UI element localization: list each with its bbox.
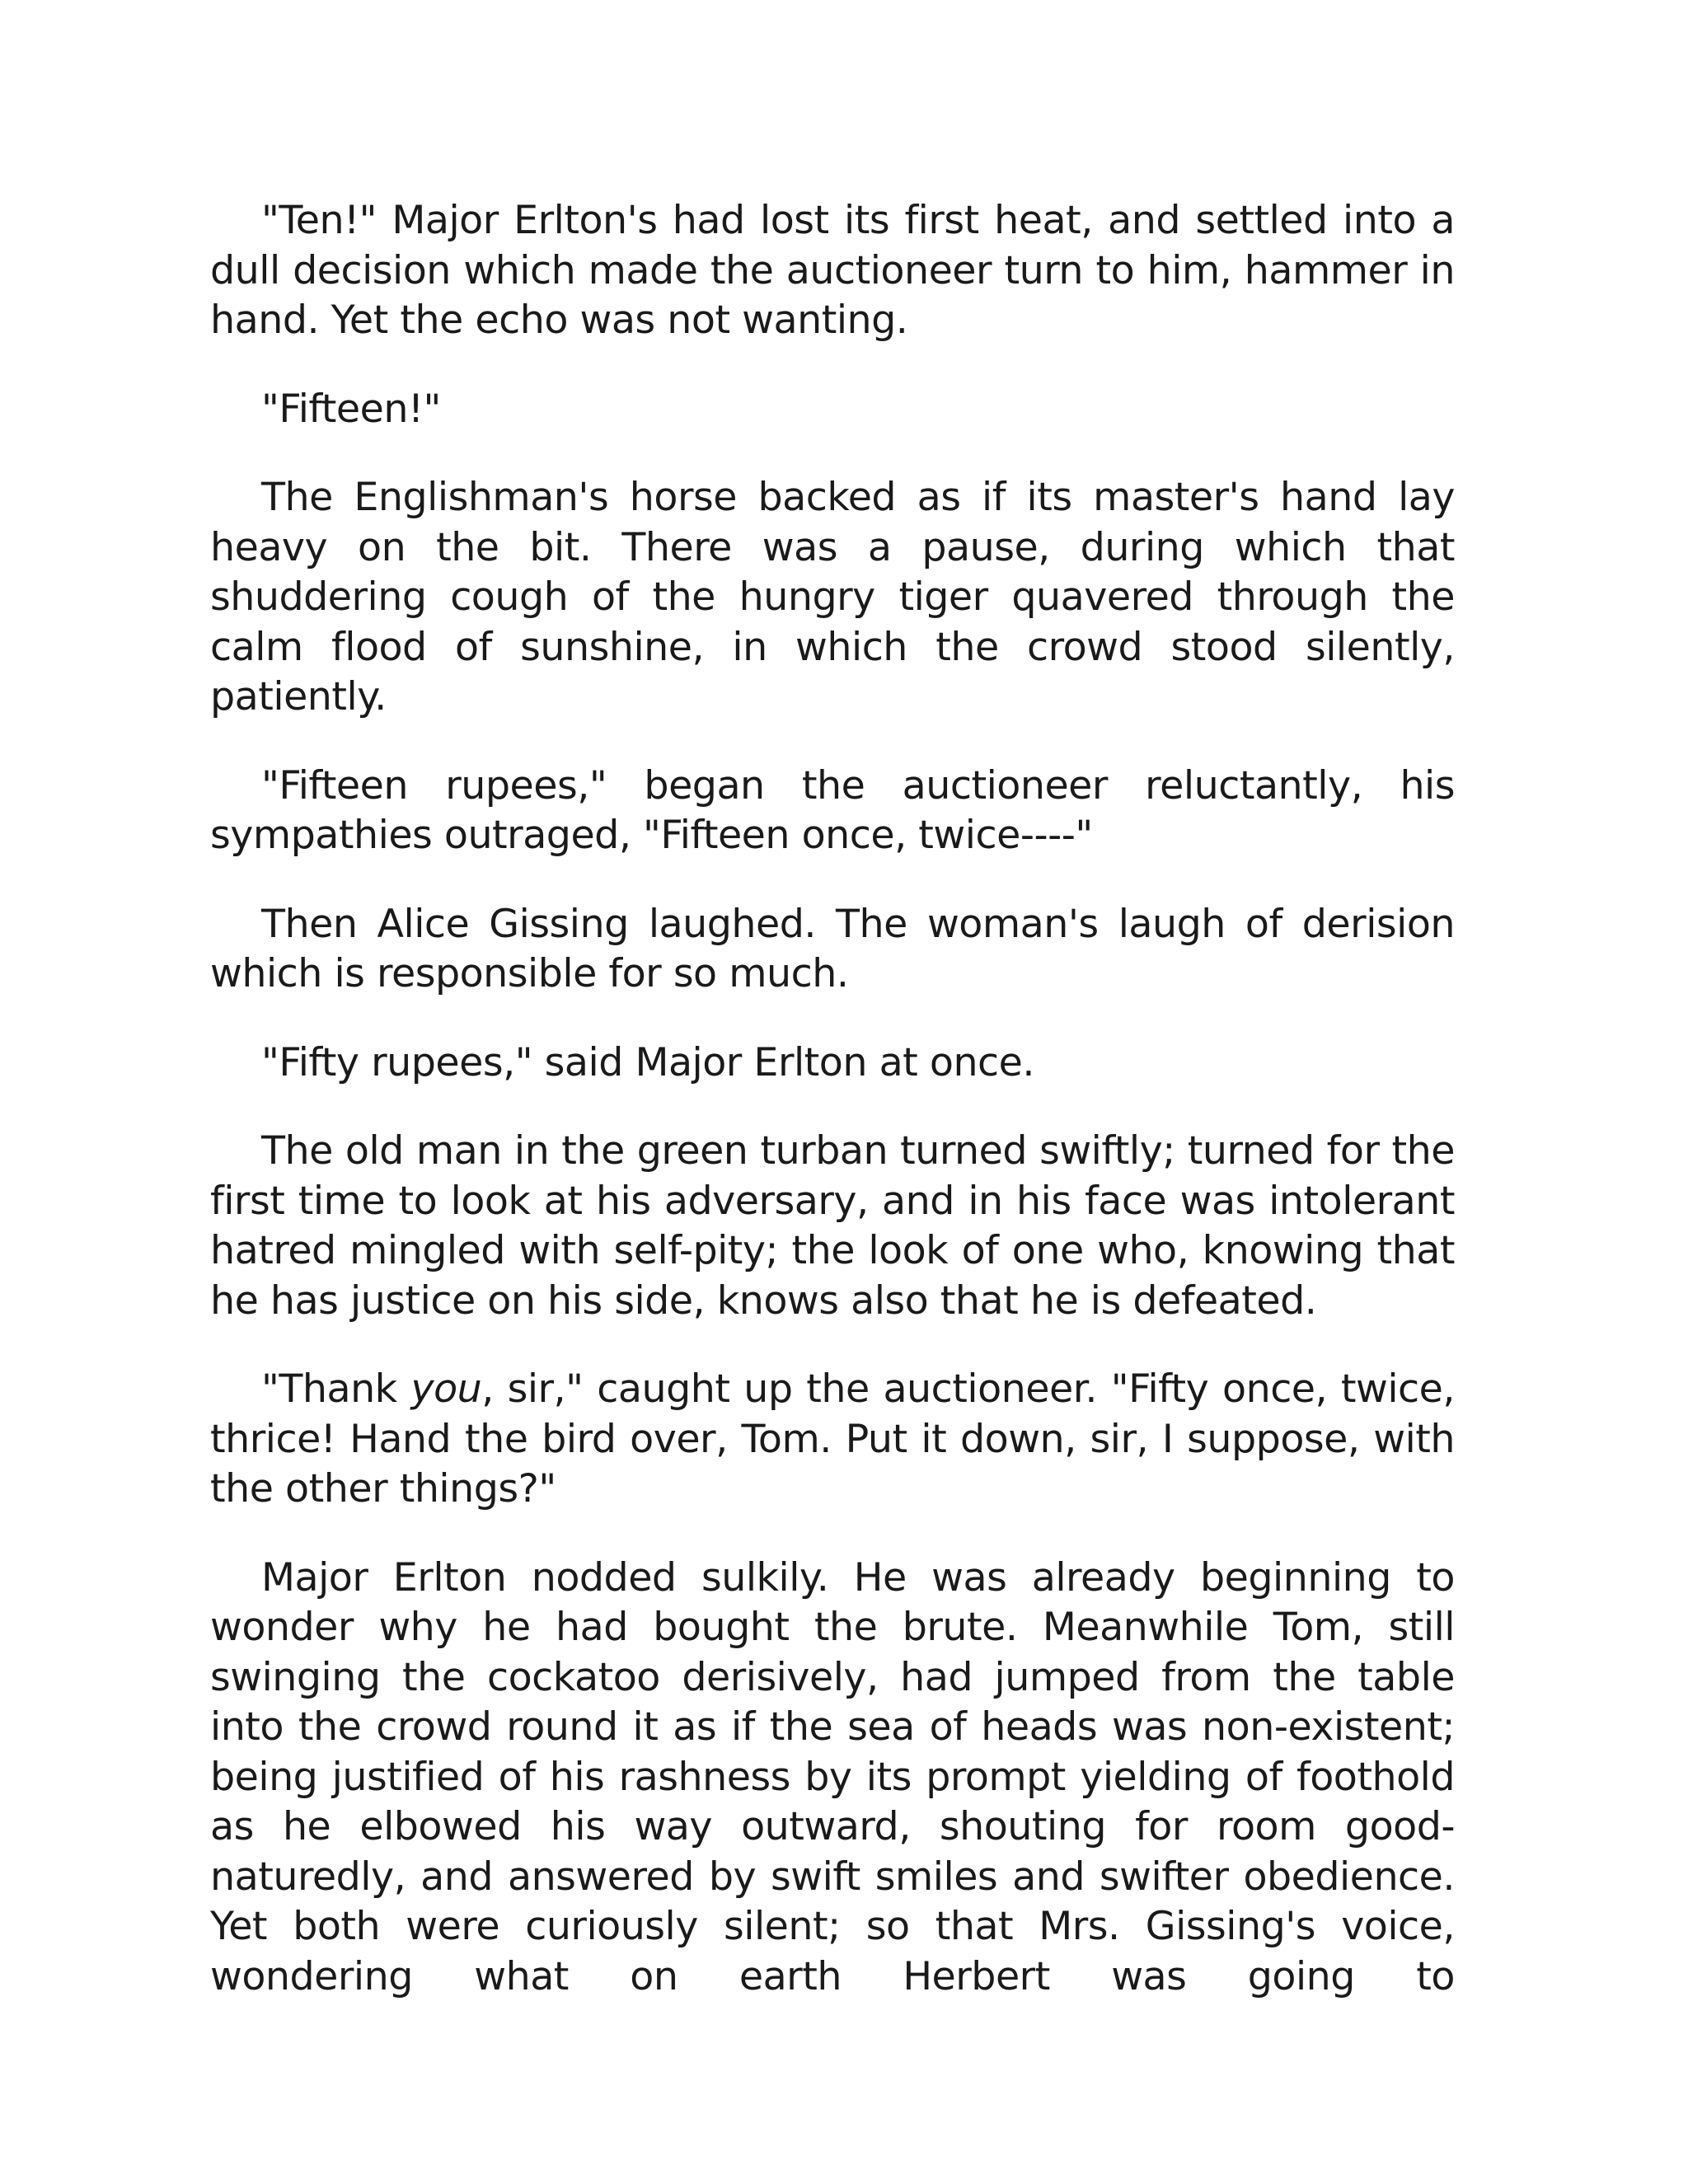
thank-you-after: , sir," caught up the auctioneer. "Fifty once, twice, thrice! Hand the bird over, Tom. Put it down, sir, I suppose, with the other things?"	[210, 1366, 1455, 1511]
paragraph-thank-you	[210, 1365, 1455, 1515]
paragraph-fifteen-rupees: "Fifteen rupees," began the auctioneer reluctantly, his sympathies outraged, "Fifteen once, twice----"	[210, 762, 1455, 858]
paragraph-fifty-rupees: "Fifty rupees," said Major Erlton at once.	[261, 1039, 1034, 1085]
paragraph-horse: The Englishman's horse backed as if its master's hand lay heavy on the bit. There was a pause, during which that shuddering cough of the hungry tiger quavered through the calm flood of sunshine, in which the crowd stood silently, patiently.	[210, 475, 1455, 719]
paragraph-green-turban: The old man in the green turban turned swiftly; turned for the first time to look at his adversary, and in his face was intolerant hatred mingled with self-pity; the look of one who, knowing that he has justice on his side, knows also that he is defeated.	[210, 1128, 1455, 1324]
paragraph-fifteen: "Fifteen!"	[261, 386, 441, 432]
thank-you-before: "Thank	[261, 1366, 411, 1412]
thank-you-emphasis: you	[410, 1366, 482, 1412]
paragraph-alice-laughed: Then Alice Gissing laughed. The woman's laugh of derision which is responsible for so much.	[210, 901, 1455, 996]
document-page	[210, 196, 1455, 2041]
paragraph-ten: "Ten!" Major Erlton's had lost its first heat, and settled into a dull decision which made the auctioneer turn to him, hammer in hand. Yet the echo was not wanting.	[210, 198, 1455, 343]
paragraph-erlton-nodded: Major Erlton nodded sulkily. He was already beginning to wonder why he had bought the brute. Meanwhile Tom, still swinging the cockatoo derisively, had jumped from the table into the crowd round it as if the sea of heads was non-existent; being justified of his rashness by its prompt yielding of foothold as he elbowed his way outward, shouting for room good-naturedly, and answered by swift smiles and swifter obedience. Yet both were curiously silent; so that Mrs. Gissing's voice, wondering what on earth Herbert was going to	[210, 1554, 1455, 1999]
